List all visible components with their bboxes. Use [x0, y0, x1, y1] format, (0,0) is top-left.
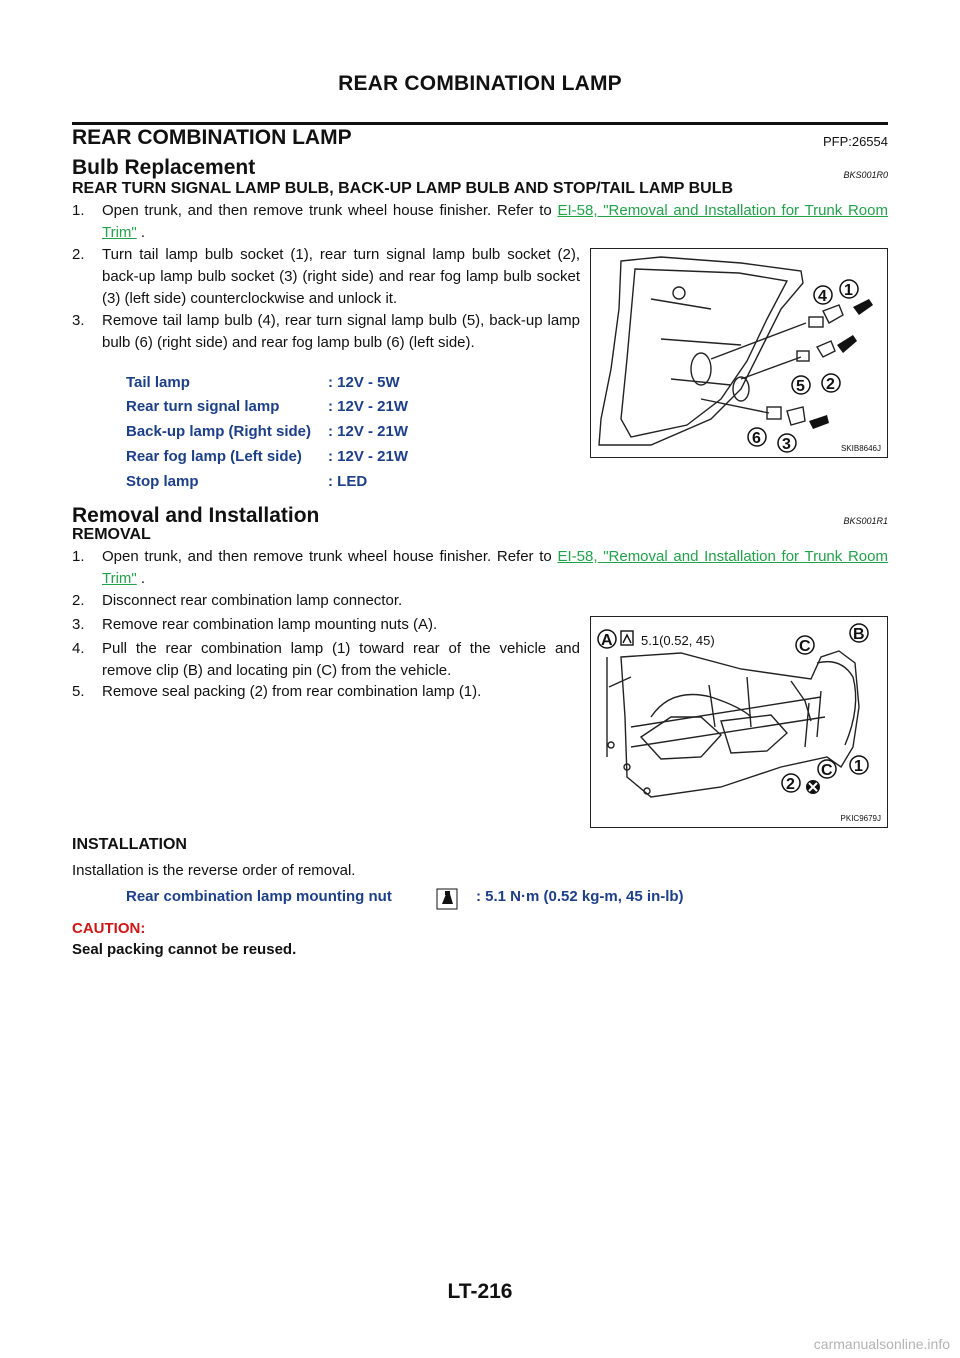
figure-lamp-removal	[590, 616, 888, 828]
callout-a: A	[601, 632, 613, 649]
removal-code: BKS001R1	[843, 516, 888, 526]
step-text: Remove seal packing (2) from rear combination lamp (1).	[102, 683, 482, 700]
step-number: 2.	[72, 592, 85, 609]
section-code: PFP:26554	[822, 134, 888, 149]
step-number: 1.	[72, 548, 85, 565]
step-text-end: .	[136, 570, 146, 587]
removal-step-4	[72, 638, 580, 682]
step-text: Remove tail lamp bulb (4), rear turn signal lamp bulb (5), back-up lamp bulb (6) (right side) and rear fog lamp bulb (6) (left side).	[102, 312, 580, 351]
torque-value: : 5.1 N·m (0.52 kg-m, 45 in-lb)	[476, 888, 684, 905]
step-number: 3.	[72, 616, 85, 633]
callout-2: 2	[826, 376, 835, 393]
do-not-reuse-icon	[806, 780, 820, 794]
spec-value: : 12V - 21W	[328, 423, 409, 440]
step-number: 2.	[72, 246, 85, 263]
callout-c-top: C	[799, 638, 811, 655]
footer-watermark: carmanualsonline.info	[813, 1336, 950, 1352]
section-title: REAR COMBINATION LAMP	[72, 126, 352, 149]
removal-step-1	[72, 546, 888, 590]
torque-label: 5.1(0.52, 45)	[641, 633, 715, 648]
spec-value: : LED	[328, 473, 368, 490]
callout-b: B	[853, 626, 865, 643]
lamp-bulb-illustration	[591, 249, 887, 457]
ref-link-trunk-trim[interactable]: EI-58, "Removal and Installation for Trunk Room Trim"	[102, 202, 888, 241]
ref-link-trunk-trim[interactable]: EI-58, "Removal and Installation for Trunk Room Trim"	[102, 548, 888, 587]
bulb-step-3	[72, 310, 580, 354]
caution-text: Seal packing cannot be reused.	[72, 941, 297, 958]
spec-label: Rear combination lamp mounting nut	[126, 888, 392, 905]
callout-4: 4	[818, 288, 827, 305]
figure-lamp-bulbs	[590, 248, 888, 458]
spec-label: Rear turn signal lamp	[126, 398, 280, 415]
header-rule	[72, 122, 888, 125]
spec-value: : 12V - 5W	[328, 374, 400, 391]
removal-step-5	[72, 681, 580, 703]
installation-title: INSTALLATION	[72, 836, 187, 853]
step-number: 4.	[72, 640, 85, 657]
bulb-step-1	[72, 200, 888, 244]
callout-2: 2	[786, 776, 795, 793]
lamp-removal-illustration	[591, 617, 887, 827]
step-number: 3.	[72, 312, 85, 329]
callout-1: 1	[854, 758, 863, 775]
bulb-subtitle: REAR TURN SIGNAL LAMP BULB, BACK-UP LAMP BULB AND STOP/TAIL LAMP BULB	[72, 180, 734, 197]
page-number: LT-216	[447, 1280, 513, 1303]
removal-title: Removal and Installation	[72, 504, 320, 527]
callout-3: 3	[782, 436, 791, 453]
step-text: Disconnect rear combination lamp connector.	[102, 592, 403, 609]
removal-step-2	[72, 590, 580, 612]
callout-c-bottom: C	[821, 762, 833, 779]
spec-label: Tail lamp	[126, 374, 190, 391]
running-title: REAR COMBINATION LAMP	[338, 72, 622, 95]
bulb-title: Bulb Replacement	[72, 156, 256, 179]
callout-1: 1	[844, 282, 853, 299]
torque-wrench-icon	[436, 888, 458, 910]
callout-5: 5	[796, 378, 805, 395]
step-text: Open trunk, and then remove trunk wheel house finisher. Refer to	[102, 202, 558, 219]
figure-code: PKIC9679J	[840, 814, 881, 823]
step-number: 5.	[72, 683, 85, 700]
spec-value: : 12V - 21W	[328, 448, 409, 465]
bulb-step-2	[72, 244, 580, 310]
spec-label: Rear fog lamp (Left side)	[126, 448, 302, 465]
step-text: Remove rear combination lamp mounting nuts (A).	[102, 616, 438, 633]
spec-value: : 12V - 21W	[328, 398, 409, 415]
caution-title: CAUTION:	[72, 920, 146, 937]
spec-label: Stop lamp	[126, 473, 199, 490]
bulb-code: BKS001R0	[843, 170, 888, 180]
callout-6: 6	[752, 430, 761, 447]
figure-code: SKIB8646J	[840, 444, 881, 453]
removal-step-3	[72, 614, 580, 636]
installation-text: Installation is the reverse order of removal.	[72, 862, 356, 879]
step-text: Turn tail lamp bulb socket (1), rear turn signal lamp bulb socket (2), back-up lamp bulb socket (3) (right side) and rear fog lamp bulb socket (3) (left side) counterclockwise and unlock it.	[102, 246, 580, 307]
step-number: 1.	[72, 202, 85, 219]
step-text-end: .	[136, 224, 146, 241]
step-text: Pull the rear combination lamp (1) toward rear of the vehicle and remove clip (B) and locating pin (C) from the vehicle.	[102, 640, 580, 679]
spec-label: Back-up lamp (Right side)	[126, 423, 312, 440]
step-text: Open trunk, and then remove trunk wheel house finisher. Refer to	[102, 548, 558, 565]
removal-subtitle: REMOVAL	[72, 526, 151, 543]
